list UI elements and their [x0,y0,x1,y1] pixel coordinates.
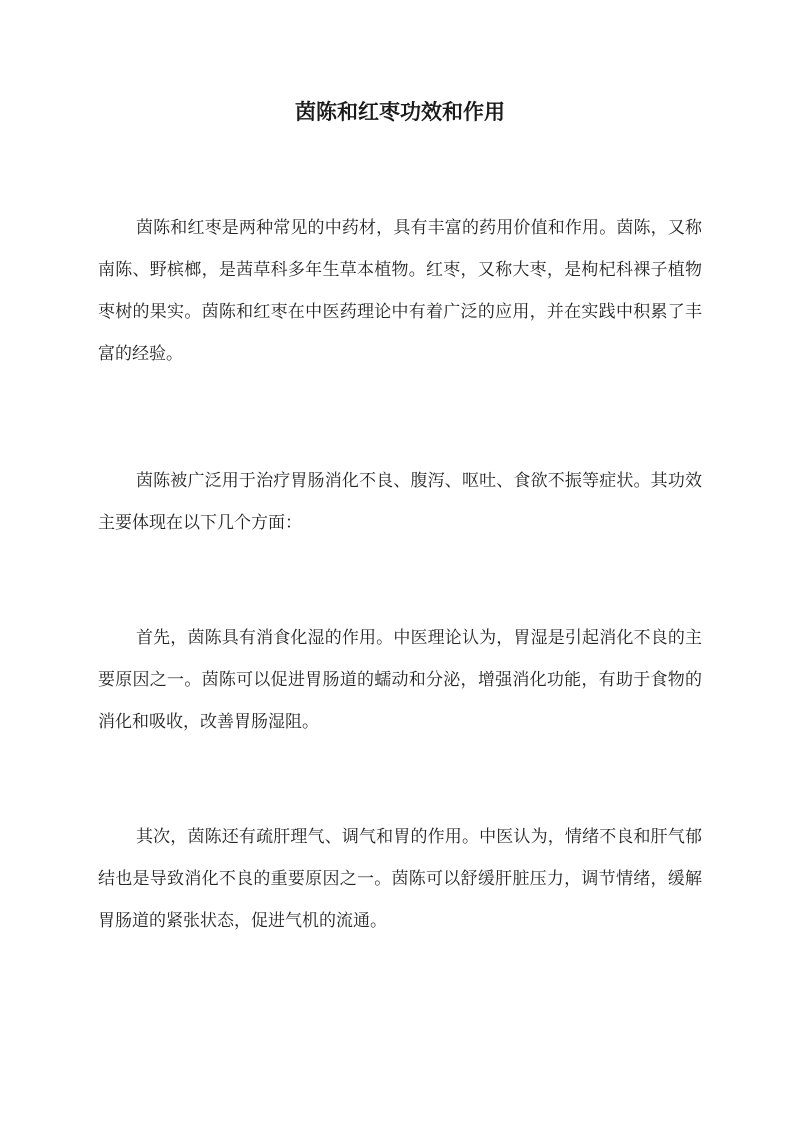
paragraph-uses: 茵陈被广泛用于治疗胃肠消化不良、腹泻、呕吐、食欲不振等症状。其功效主要体现在以下几个方面： [98,471,702,533]
paragraph-second-effect: 其次，茵陈还有疏肝理气、调气和胃的作用。中医认为，情绪不良和肝气郁结也是导致消化不良的重要原因之一。茵陈可以舒缓肝脏压力，调节情绪，缓解胃肠道的紧张状态，促进气机的流通。 [98,827,702,931]
paragraph-intro: 茵陈和红枣是两种常见的中药材，具有丰富的药用价值和作用。茵陈，又称南陈、野槟榔，是茜草科多年生草本植物。红枣，又称大枣，是枸杞科裸子植物枣树的果实。茵陈和红枣在中医药理论中有着广泛的应用，并在实践中积累了丰富的经验。 [98,218,702,364]
paragraph-first-effect: 首先，茵陈具有消食化湿的作用。中医理论认为，胃湿是引起消化不良的主要原因之一。茵陈可以促进胃肠道的蠕动和分泌，增强消化功能，有助于食物的消化和吸收，改善胃肠湿阻。 [98,628,702,732]
document-title: 茵陈和红枣功效和作用 [295,99,505,124]
